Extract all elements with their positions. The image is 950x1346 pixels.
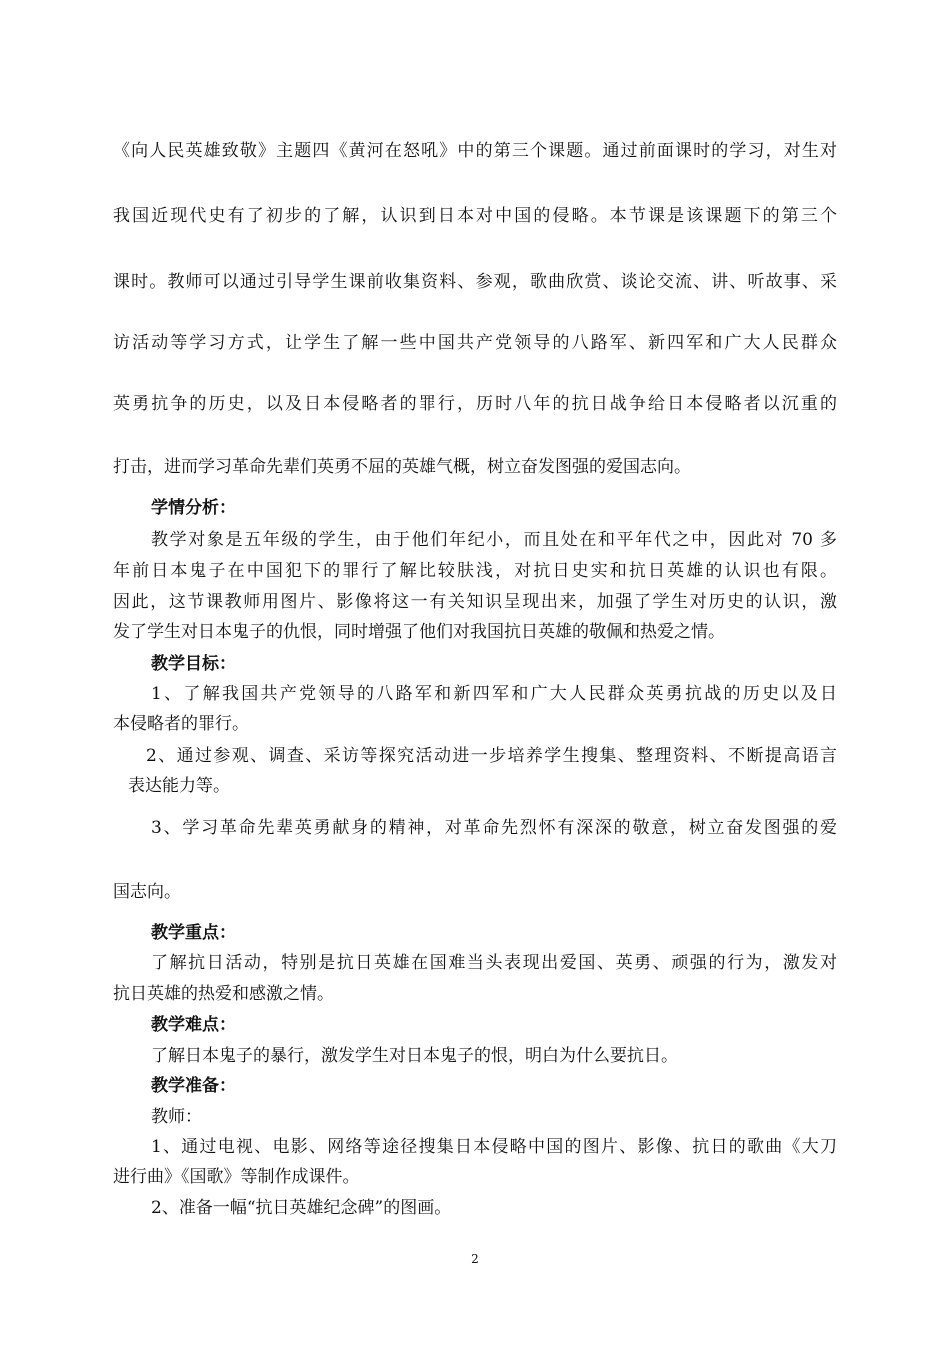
goal-3-line: 国志向。 [113, 882, 181, 902]
section-heading-goals: 教学目标： [151, 654, 236, 674]
analysis-line: 发了学生对日本鬼子的仇恨，同时增强了他们对我国抗日英雄的敬佩和热爱之情。 [113, 622, 725, 642]
analysis-line: 年前日本鬼子在中国犯下的罪行了解比较肤浅，对抗日史实和抗日英雄的认识也有限。 [113, 561, 837, 581]
key-line: 了解抗日活动，特别是抗日英雄在国难当头表现出爱国、英勇、顽强的行为，激发对 [151, 953, 837, 973]
section-heading-prep: 教学准备： [151, 1076, 236, 1096]
intro-line: 课时。教师可以通过引导学生课前收集资料、参观，歌曲欣赏、谈论交流、讲、听故事、采 [113, 272, 837, 292]
page-number: 2 [471, 1252, 479, 1266]
goal-2-line: 2、通过参观、调查、采访等探究活动进一步培养学生搜集、整理资料、不断提高语言 [146, 746, 837, 766]
section-heading-analysis: 学情分析： [151, 498, 236, 518]
analysis-line: 教学对象是五年级的学生，由于他们年纪小，而且处在和平年代之中，因此对 70 多 [151, 530, 837, 550]
intro-line: 打击，进而学习革命先辈们英勇不屈的英雄气概，树立奋发图强的爱国志向。 [113, 457, 691, 477]
section-heading-difficulty: 教学难点： [151, 1015, 236, 1035]
intro-line: 我国近现代史有了初步的了解，认识到日本对中国的侵略。本节课是该课题下的第三个 [113, 206, 837, 226]
intro-line: 《向人民英雄致敬》主题四《黄河在怒吼》中的第三个课题。通过前面课时的学习，对生对 [113, 141, 837, 161]
goal-1-line: 本侵略者的罪行。 [113, 714, 249, 734]
intro-line: 访活动等学习方式，让学生了解一些中国共产党领导的八路军、新四军和广大人民群众 [113, 333, 837, 353]
prep-1-line: 进行曲》《国歌》等制作成课件。 [113, 1167, 360, 1187]
prep-1-line: 1、通过电视、电影、网络等途径搜集日本侵略中国的图片、影像、抗日的歌曲《大刀 [151, 1137, 837, 1157]
analysis-line: 因此，这节课教师用图片、影像将这一有关知识呈现出来，加强了学生对历史的认识，激 [113, 592, 837, 612]
goal-1-line: 1、了解我国共产党领导的八路军和新四军和广大人民群众英勇抗战的历史以及日 [151, 684, 837, 704]
goal-3-line: 3、学习革命先辈英勇献身的精神，对革命先烈怀有深深的敬意，树立奋发图强的爱 [151, 818, 837, 838]
section-heading-key: 教学重点： [151, 923, 236, 943]
difficulty-line: 了解日本鬼子的暴行，激发学生对日本鬼子的恨，明白为什么要抗日。 [151, 1046, 678, 1066]
prep-2-line: 2、准备一幅“抗日英雄纪念碑”的图画。 [151, 1198, 452, 1218]
goal-2-line: 表达能力等。 [128, 776, 230, 796]
key-line: 抗日英雄的热爱和感激之情。 [113, 984, 334, 1004]
intro-line: 英勇抗争的历史，以及日本侵略者的罪行，历时八年的抗日战争给日本侵略者以沉重的 [113, 394, 837, 414]
prep-teacher-label: 教师： [151, 1107, 202, 1127]
